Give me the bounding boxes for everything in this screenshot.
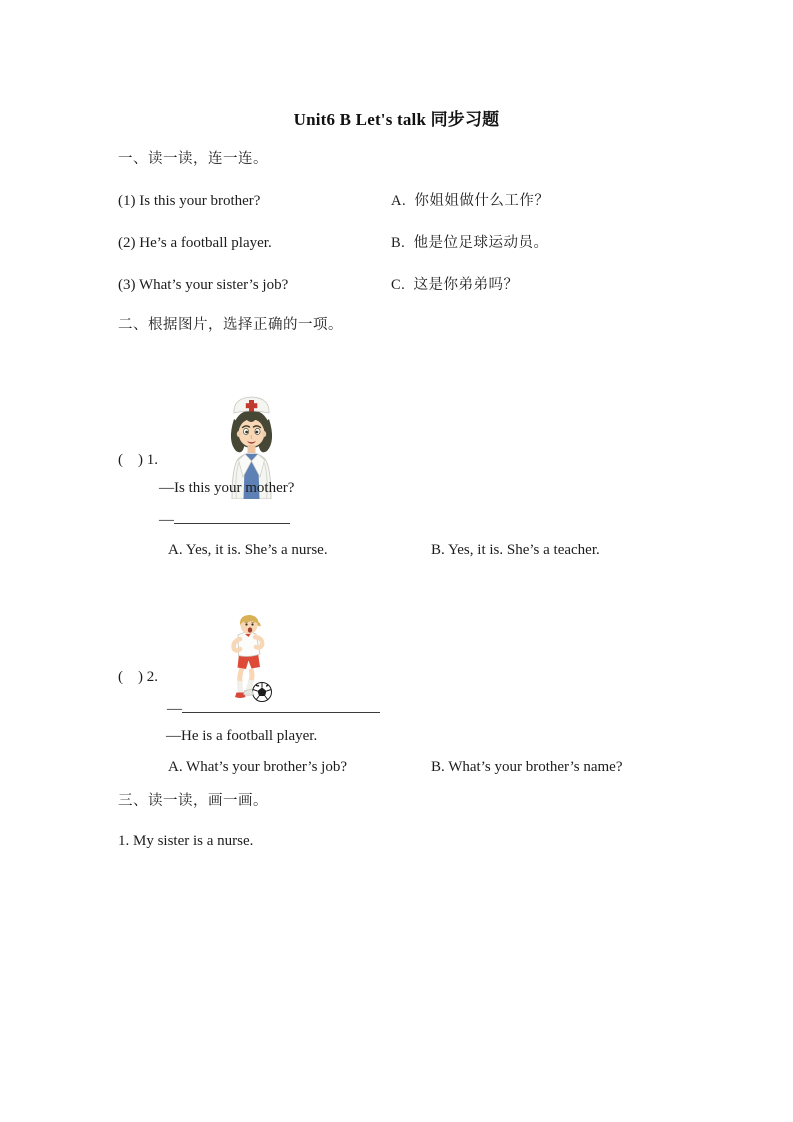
football-player-illustration: [214, 613, 280, 705]
match-right-item-b: B. 他是位足球运动员。: [391, 235, 549, 251]
question-2-option-b: B. What’s your brother’s name?: [431, 759, 623, 775]
question-1-option-a: A. Yes, it is. She’s a nurse.: [168, 542, 328, 558]
dash-prefix: —: [167, 701, 182, 717]
section-two-heading: 二、根据图片，选择正确的一项。: [118, 317, 343, 333]
nurse-clipart-image: [220, 353, 283, 463]
football-player-clipart-image: [214, 577, 280, 669]
answer-blank-line: [182, 697, 380, 713]
question-2-blank-row: [167, 697, 380, 719]
match-right-item-c: C. 这是你弟弟吗？: [391, 277, 519, 293]
answer-blank-line: [174, 508, 290, 524]
match-left-item-3: (3) What’s your sister’s job?: [118, 277, 289, 293]
question-2-answer-bracket: ( ) 2.: [118, 669, 158, 685]
worksheet-title: Unit6 B Let's talk 同步习题: [293, 110, 500, 129]
question-1-option-b: B. Yes, it is. She’s a teacher.: [431, 542, 600, 558]
question-1-blank-row: [159, 508, 290, 530]
match-left-item-2: (2) He’s a football player.: [118, 235, 272, 251]
question-1-dialogue-line-1: —Is this your mother?: [159, 480, 295, 496]
match-right-item-a: A. 你姐姐做什么工作？: [391, 193, 550, 209]
section-one-heading: 一、读一读，连一连。: [118, 151, 268, 167]
dash-prefix: —: [159, 512, 174, 528]
section-three-heading: 三、读一读，画一画。: [118, 793, 268, 809]
question-2-dialogue-line-2: —He is a football player.: [166, 728, 318, 744]
question-2-option-a: A. What’s your brother’s job?: [168, 759, 347, 775]
question-1-answer-bracket: ( ) 1.: [118, 452, 158, 468]
match-left-item-1: (1) Is this your brother?: [118, 193, 261, 209]
section-three-item-1: 1. My sister is a nurse.: [118, 833, 254, 849]
